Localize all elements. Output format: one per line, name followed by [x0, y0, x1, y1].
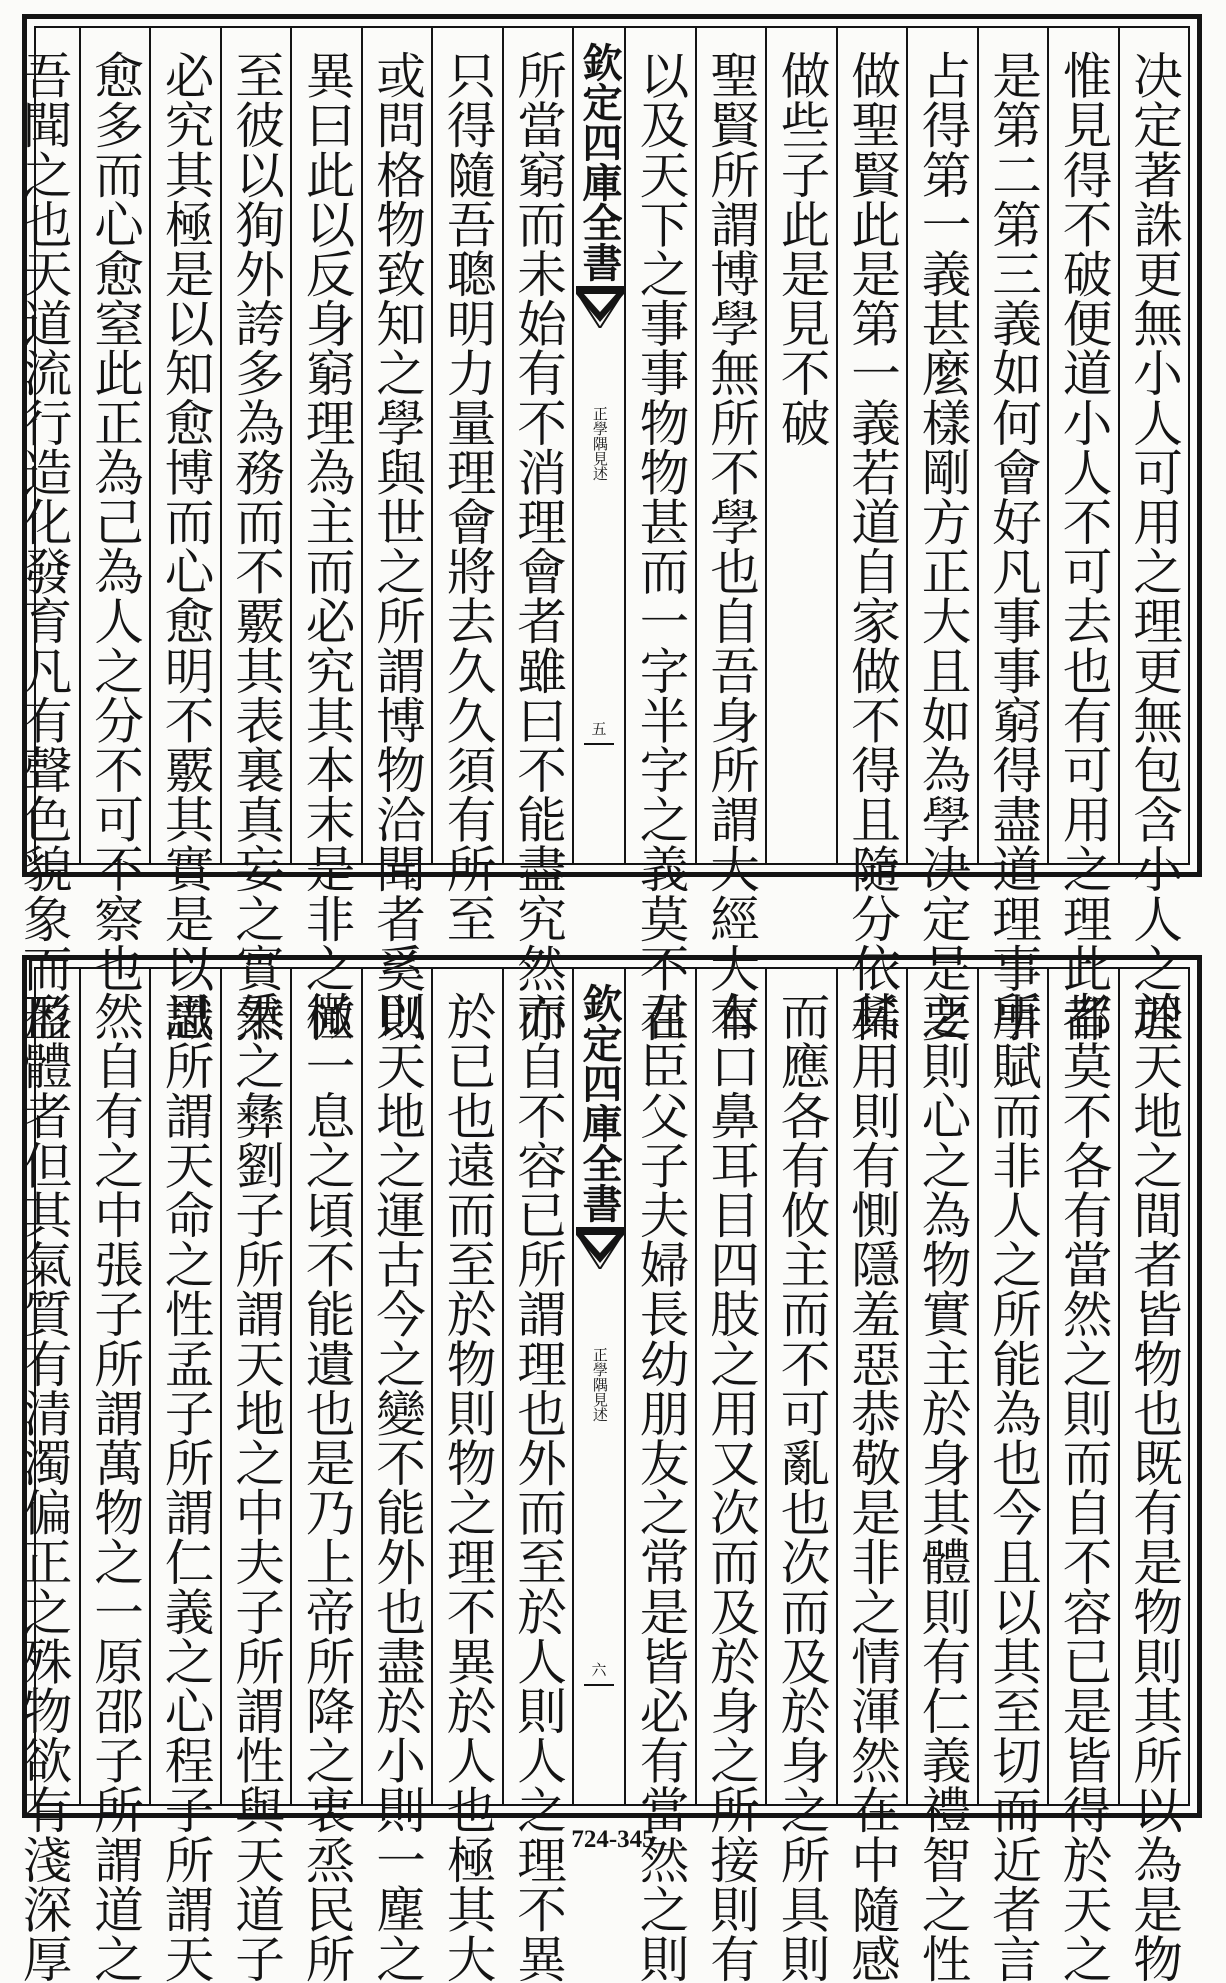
column-text: 是第二第三義如何會好凡事事窮得盡道理事事: [984, 50, 1043, 1042]
text-column: [290, 28, 361, 1042]
text-column: [502, 28, 573, 1042]
center-fold-column: [572, 28, 624, 863]
column-text: 而應各有攸主而不可亂也次而及於身之所具則: [773, 991, 832, 1983]
column-text: 只得隨吾聰明力量理會將去久久須有所至: [439, 50, 498, 943]
text-column: [149, 969, 220, 1983]
section-title: 正學隅見述: [590, 406, 609, 481]
text-column: [906, 969, 977, 1983]
top-page-columns: [15, 26, 1190, 1042]
column-text: 以及天下之事事物物甚而一字半字之義莫不在: [632, 50, 691, 1042]
book-title: 欽定四庫全書: [576, 983, 623, 1223]
text-column: [431, 28, 502, 943]
folio-rule: [584, 1684, 614, 1686]
text-column: [765, 969, 836, 1983]
text-column: [695, 28, 766, 1042]
page-number: 724-345: [571, 1826, 655, 1853]
text-column: [1047, 28, 1118, 1042]
column-text: 然自有之中張子所謂萬物之一原邵子所謂道之: [86, 991, 145, 1983]
column-text: 决定著誅更無小人可用之理更無包含小人之理: [1125, 50, 1184, 1042]
text-column: [361, 28, 432, 1042]
text-column: [977, 28, 1048, 1042]
fish-tail-mark-icon: [576, 1227, 624, 1269]
column-text: 者莫不各有當然之則而自不容已是皆得於天之: [1055, 991, 1114, 1983]
column-text: 或問格物致知之學與世之所謂博物洽聞者奚以: [368, 50, 427, 1042]
column-text: 惟見得不破便道小人不可去也有可用之理此都: [1055, 50, 1114, 1042]
column-text: 做些子此是見不破: [773, 50, 832, 447]
text-column: [79, 969, 150, 1983]
column-text: 之則心之為物實主於身其體則有仁義禮智之性: [914, 991, 973, 1983]
folio-rule: [584, 743, 614, 745]
column-text: 必究其極是以知愈博而心愈明不覈其實是以識: [157, 50, 216, 1042]
column-text: 聖賢所謂博學無所不學也自吾身所謂大經大本: [702, 50, 761, 1042]
text-column: [502, 969, 573, 1983]
text-column: [290, 969, 361, 1983]
text-column: [149, 28, 220, 1042]
column-text: 占得第一義甚麼樣剛方正大且如為學决定是要: [914, 50, 973, 1042]
column-text: 形體者但其氣質有清濁偏正之殊物欲有淺深厚: [15, 991, 74, 1983]
column-text: 至彼以狥外誇多為務而不覈其表裏真妄之實然: [227, 50, 286, 1042]
column-text: 其用則有惻隱羞惡恭敬是非之情渾然在中隨感: [843, 991, 902, 1983]
text-column: [220, 28, 291, 1042]
column-text: 而自不容已所謂理也外而至於人則人之理不異: [509, 991, 568, 1983]
text-column: [431, 969, 502, 1983]
text-column: [8, 28, 79, 1042]
text-column: [836, 969, 907, 1983]
text-column: [1047, 969, 1118, 1983]
column-text: 於已也遠而至於物則物之理不異於人也極其大: [439, 991, 498, 1983]
column-text: 秉之彝劉子所謂天地之中夫子所謂性與天道子: [227, 991, 286, 1983]
text-column: [361, 969, 432, 1983]
text-column: [836, 28, 907, 1042]
column-text: 微一息之頃不能遺也是乃上帝所降之衷烝民所: [298, 991, 357, 1983]
column-text: 思所謂天命之性孟子所謂仁義之心程子所謂天: [157, 991, 216, 1983]
text-column: [977, 969, 1048, 1983]
top-page-frame: [15, 14, 1202, 1042]
text-column: [79, 28, 150, 993]
text-column: [1118, 28, 1189, 1042]
text-column: [220, 969, 291, 1983]
column-text: 異曰此以反身窮理為主而必究其本末是非之極: [298, 50, 357, 1042]
column-text: 所賦而非人之所能為也今且以其至切而近者言: [984, 991, 1043, 1983]
column-text: 所當窮而未始有不消理會者雖曰不能盡究然亦: [509, 50, 568, 1042]
column-text: 於天地之間者皆物也既有是物則其所以為是物: [1125, 991, 1184, 1983]
text-column: [906, 28, 977, 1042]
text-column: [8, 969, 79, 1983]
column-text: 則天地之運古今之變不能外也盡於小則一塵之: [368, 991, 427, 1983]
column-text: 愈多而心愈窒此正為己為人之分不可不察也: [86, 50, 145, 993]
section-title: 正學隅見述: [590, 1347, 609, 1422]
column-text: 有口鼻耳目四肢之用又次而及於身之所接則有: [702, 991, 761, 1983]
folio-number: 五: [591, 720, 607, 738]
text-column: [765, 28, 836, 863]
text-column: [1118, 969, 1189, 1983]
text-column: [624, 28, 695, 1042]
folio-number: 六: [591, 1661, 607, 1679]
text-column: [624, 969, 695, 1983]
book-title: 欽定四庫全書: [576, 42, 623, 282]
column-text: 君臣父子夫婦長幼朋友之常是皆必有當然之則: [632, 991, 691, 1983]
column-text: 吾聞之也天道流行造化發育凡有聲色貌象而盈: [15, 50, 74, 1042]
column-text: 做聖賢此是第一義若道自家做不得且隨分依稀: [843, 50, 902, 1042]
text-column: [695, 969, 766, 1983]
fish-tail-mark-icon: [576, 286, 624, 328]
center-fold-column: [572, 969, 624, 1804]
